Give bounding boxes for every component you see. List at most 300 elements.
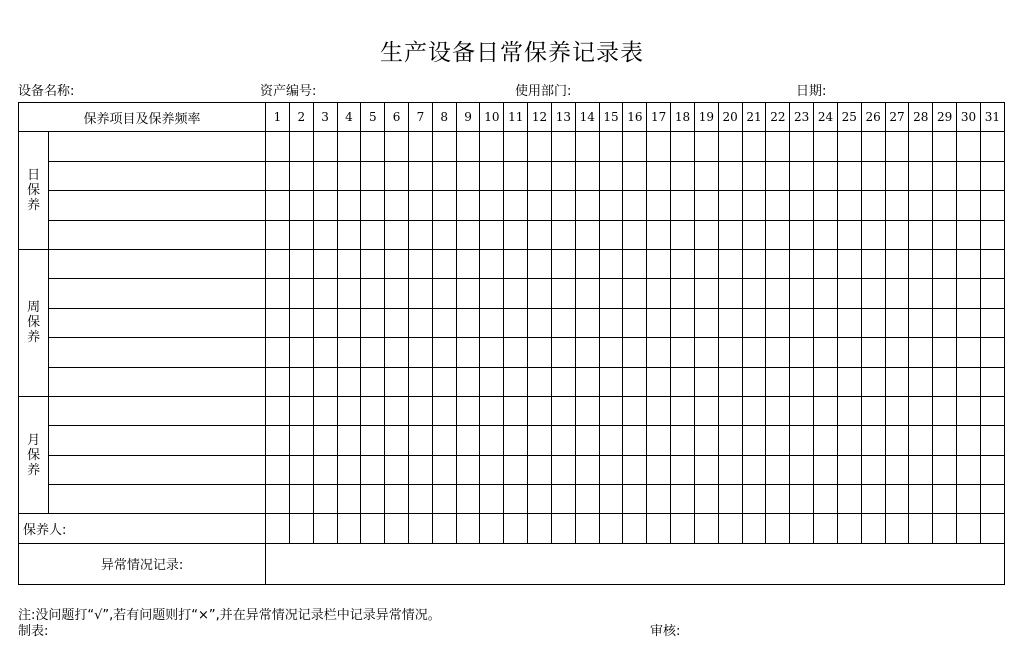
check-cell[interactable] — [432, 485, 456, 514]
signature-cell[interactable] — [337, 514, 361, 543]
check-cell[interactable] — [385, 132, 409, 161]
check-cell[interactable] — [647, 161, 671, 190]
check-cell[interactable] — [671, 455, 695, 484]
check-cell[interactable] — [623, 308, 647, 337]
check-cell[interactable] — [385, 308, 409, 337]
check-cell[interactable] — [504, 338, 528, 367]
check-cell[interactable] — [623, 367, 647, 396]
check-cell[interactable] — [337, 308, 361, 337]
check-cell[interactable] — [766, 308, 790, 337]
check-cell[interactable] — [480, 426, 504, 455]
item-cell[interactable] — [49, 191, 266, 220]
check-cell[interactable] — [671, 396, 695, 425]
check-cell[interactable] — [575, 249, 599, 278]
check-cell[interactable] — [528, 308, 552, 337]
check-cell[interactable] — [623, 279, 647, 308]
check-cell[interactable] — [814, 220, 838, 249]
check-cell[interactable] — [337, 279, 361, 308]
check-cell[interactable] — [456, 308, 480, 337]
check-cell[interactable] — [790, 426, 814, 455]
check-cell[interactable] — [551, 485, 575, 514]
check-cell[interactable] — [623, 220, 647, 249]
check-cell[interactable] — [623, 396, 647, 425]
check-cell[interactable] — [385, 220, 409, 249]
check-cell[interactable] — [647, 191, 671, 220]
check-cell[interactable] — [909, 367, 933, 396]
check-cell[interactable] — [861, 249, 885, 278]
check-cell[interactable] — [575, 367, 599, 396]
check-cell[interactable] — [623, 161, 647, 190]
check-cell[interactable] — [266, 132, 290, 161]
check-cell[interactable] — [432, 279, 456, 308]
check-cell[interactable] — [599, 191, 623, 220]
check-cell[interactable] — [861, 455, 885, 484]
check-cell[interactable] — [933, 338, 957, 367]
check-cell[interactable] — [385, 485, 409, 514]
check-cell[interactable] — [885, 367, 909, 396]
check-cell[interactable] — [409, 132, 433, 161]
check-cell[interactable] — [814, 249, 838, 278]
check-cell[interactable] — [575, 161, 599, 190]
check-cell[interactable] — [385, 367, 409, 396]
check-cell[interactable] — [718, 396, 742, 425]
signature-cell[interactable] — [885, 514, 909, 543]
check-cell[interactable] — [551, 396, 575, 425]
check-cell[interactable] — [504, 426, 528, 455]
check-cell[interactable] — [385, 249, 409, 278]
check-cell[interactable] — [742, 220, 766, 249]
check-cell[interactable] — [694, 132, 718, 161]
check-cell[interactable] — [694, 220, 718, 249]
check-cell[interactable] — [837, 367, 861, 396]
check-cell[interactable] — [504, 485, 528, 514]
check-cell[interactable] — [837, 191, 861, 220]
check-cell[interactable] — [957, 161, 981, 190]
check-cell[interactable] — [766, 132, 790, 161]
signature-cell[interactable] — [575, 514, 599, 543]
check-cell[interactable] — [837, 220, 861, 249]
check-cell[interactable] — [551, 426, 575, 455]
signature-cell[interactable] — [718, 514, 742, 543]
check-cell[interactable] — [504, 191, 528, 220]
check-cell[interactable] — [766, 396, 790, 425]
check-cell[interactable] — [861, 308, 885, 337]
check-cell[interactable] — [456, 191, 480, 220]
signature-cell[interactable] — [432, 514, 456, 543]
check-cell[interactable] — [528, 191, 552, 220]
check-cell[interactable] — [289, 279, 313, 308]
check-cell[interactable] — [861, 338, 885, 367]
check-cell[interactable] — [766, 426, 790, 455]
check-cell[interactable] — [694, 455, 718, 484]
check-cell[interactable] — [599, 367, 623, 396]
check-cell[interactable] — [266, 396, 290, 425]
check-cell[interactable] — [957, 367, 981, 396]
check-cell[interactable] — [837, 249, 861, 278]
check-cell[interactable] — [957, 279, 981, 308]
check-cell[interactable] — [551, 338, 575, 367]
check-cell[interactable] — [361, 338, 385, 367]
check-cell[interactable] — [957, 426, 981, 455]
check-cell[interactable] — [599, 249, 623, 278]
check-cell[interactable] — [456, 249, 480, 278]
check-cell[interactable] — [957, 338, 981, 367]
check-cell[interactable] — [885, 455, 909, 484]
check-cell[interactable] — [957, 455, 981, 484]
check-cell[interactable] — [456, 338, 480, 367]
check-cell[interactable] — [599, 426, 623, 455]
check-cell[interactable] — [671, 132, 695, 161]
check-cell[interactable] — [504, 396, 528, 425]
item-cell[interactable] — [49, 426, 266, 455]
check-cell[interactable] — [361, 455, 385, 484]
check-cell[interactable] — [623, 249, 647, 278]
check-cell[interactable] — [671, 249, 695, 278]
abnormal-record-field[interactable] — [266, 543, 1005, 584]
check-cell[interactable] — [909, 279, 933, 308]
check-cell[interactable] — [289, 161, 313, 190]
check-cell[interactable] — [814, 367, 838, 396]
check-cell[interactable] — [361, 132, 385, 161]
signature-cell[interactable] — [480, 514, 504, 543]
check-cell[interactable] — [480, 367, 504, 396]
check-cell[interactable] — [742, 191, 766, 220]
check-cell[interactable] — [957, 396, 981, 425]
check-cell[interactable] — [599, 132, 623, 161]
check-cell[interactable] — [885, 338, 909, 367]
signature-cell[interactable] — [409, 514, 433, 543]
check-cell[interactable] — [409, 279, 433, 308]
item-cell[interactable] — [49, 308, 266, 337]
signature-cell[interactable] — [933, 514, 957, 543]
check-cell[interactable] — [504, 249, 528, 278]
signature-cell[interactable] — [456, 514, 480, 543]
check-cell[interactable] — [861, 279, 885, 308]
check-cell[interactable] — [432, 455, 456, 484]
check-cell[interactable] — [289, 455, 313, 484]
item-cell[interactable] — [49, 455, 266, 484]
check-cell[interactable] — [671, 308, 695, 337]
check-cell[interactable] — [790, 485, 814, 514]
check-cell[interactable] — [790, 249, 814, 278]
check-cell[interactable] — [933, 485, 957, 514]
check-cell[interactable] — [909, 132, 933, 161]
check-cell[interactable] — [289, 426, 313, 455]
check-cell[interactable] — [885, 308, 909, 337]
check-cell[interactable] — [980, 308, 1004, 337]
check-cell[interactable] — [957, 220, 981, 249]
check-cell[interactable] — [718, 249, 742, 278]
signature-cell[interactable] — [671, 514, 695, 543]
check-cell[interactable] — [694, 485, 718, 514]
check-cell[interactable] — [885, 132, 909, 161]
check-cell[interactable] — [718, 455, 742, 484]
check-cell[interactable] — [933, 220, 957, 249]
check-cell[interactable] — [456, 455, 480, 484]
check-cell[interactable] — [814, 455, 838, 484]
check-cell[interactable] — [647, 338, 671, 367]
check-cell[interactable] — [980, 367, 1004, 396]
check-cell[interactable] — [409, 191, 433, 220]
check-cell[interactable] — [671, 220, 695, 249]
check-cell[interactable] — [528, 485, 552, 514]
check-cell[interactable] — [528, 338, 552, 367]
check-cell[interactable] — [266, 455, 290, 484]
check-cell[interactable] — [790, 220, 814, 249]
check-cell[interactable] — [313, 161, 337, 190]
check-cell[interactable] — [814, 426, 838, 455]
check-cell[interactable] — [718, 367, 742, 396]
check-cell[interactable] — [504, 279, 528, 308]
check-cell[interactable] — [718, 161, 742, 190]
check-cell[interactable] — [933, 249, 957, 278]
signature-cell[interactable] — [742, 514, 766, 543]
check-cell[interactable] — [480, 161, 504, 190]
check-cell[interactable] — [337, 485, 361, 514]
check-cell[interactable] — [671, 338, 695, 367]
check-cell[interactable] — [742, 132, 766, 161]
check-cell[interactable] — [266, 161, 290, 190]
check-cell[interactable] — [861, 426, 885, 455]
check-cell[interactable] — [885, 249, 909, 278]
check-cell[interactable] — [742, 161, 766, 190]
check-cell[interactable] — [432, 308, 456, 337]
check-cell[interactable] — [885, 396, 909, 425]
check-cell[interactable] — [694, 338, 718, 367]
check-cell[interactable] — [837, 279, 861, 308]
check-cell[interactable] — [909, 220, 933, 249]
check-cell[interactable] — [456, 132, 480, 161]
check-cell[interactable] — [980, 161, 1004, 190]
check-cell[interactable] — [289, 132, 313, 161]
check-cell[interactable] — [909, 249, 933, 278]
check-cell[interactable] — [551, 308, 575, 337]
check-cell[interactable] — [289, 191, 313, 220]
check-cell[interactable] — [718, 132, 742, 161]
check-cell[interactable] — [766, 161, 790, 190]
check-cell[interactable] — [933, 308, 957, 337]
check-cell[interactable] — [814, 132, 838, 161]
check-cell[interactable] — [337, 455, 361, 484]
check-cell[interactable] — [432, 249, 456, 278]
check-cell[interactable] — [957, 191, 981, 220]
item-cell[interactable] — [49, 485, 266, 514]
check-cell[interactable] — [528, 455, 552, 484]
signature-cell[interactable] — [694, 514, 718, 543]
check-cell[interactable] — [909, 308, 933, 337]
check-cell[interactable] — [575, 132, 599, 161]
check-cell[interactable] — [957, 485, 981, 514]
check-cell[interactable] — [599, 338, 623, 367]
check-cell[interactable] — [480, 220, 504, 249]
check-cell[interactable] — [837, 161, 861, 190]
check-cell[interactable] — [861, 132, 885, 161]
check-cell[interactable] — [599, 455, 623, 484]
check-cell[interactable] — [337, 220, 361, 249]
check-cell[interactable] — [456, 161, 480, 190]
check-cell[interactable] — [385, 426, 409, 455]
item-cell[interactable] — [49, 132, 266, 161]
check-cell[interactable] — [409, 249, 433, 278]
check-cell[interactable] — [718, 338, 742, 367]
check-cell[interactable] — [980, 485, 1004, 514]
check-cell[interactable] — [361, 426, 385, 455]
check-cell[interactable] — [361, 308, 385, 337]
check-cell[interactable] — [718, 426, 742, 455]
item-cell[interactable] — [49, 367, 266, 396]
check-cell[interactable] — [313, 455, 337, 484]
check-cell[interactable] — [266, 249, 290, 278]
check-cell[interactable] — [337, 249, 361, 278]
check-cell[interactable] — [671, 161, 695, 190]
check-cell[interactable] — [861, 191, 885, 220]
check-cell[interactable] — [647, 485, 671, 514]
check-cell[interactable] — [599, 308, 623, 337]
check-cell[interactable] — [575, 426, 599, 455]
check-cell[interactable] — [766, 220, 790, 249]
check-cell[interactable] — [313, 338, 337, 367]
check-cell[interactable] — [432, 367, 456, 396]
check-cell[interactable] — [909, 396, 933, 425]
check-cell[interactable] — [599, 161, 623, 190]
check-cell[interactable] — [266, 426, 290, 455]
check-cell[interactable] — [266, 338, 290, 367]
check-cell[interactable] — [575, 308, 599, 337]
check-cell[interactable] — [909, 161, 933, 190]
check-cell[interactable] — [409, 485, 433, 514]
signature-cell[interactable] — [790, 514, 814, 543]
check-cell[interactable] — [432, 161, 456, 190]
check-cell[interactable] — [289, 367, 313, 396]
check-cell[interactable] — [385, 279, 409, 308]
check-cell[interactable] — [337, 132, 361, 161]
check-cell[interactable] — [528, 132, 552, 161]
check-cell[interactable] — [742, 367, 766, 396]
check-cell[interactable] — [647, 220, 671, 249]
check-cell[interactable] — [694, 426, 718, 455]
check-cell[interactable] — [694, 279, 718, 308]
check-cell[interactable] — [885, 485, 909, 514]
signature-cell[interactable] — [504, 514, 528, 543]
signature-cell[interactable] — [909, 514, 933, 543]
check-cell[interactable] — [790, 279, 814, 308]
check-cell[interactable] — [480, 308, 504, 337]
check-cell[interactable] — [766, 249, 790, 278]
check-cell[interactable] — [385, 396, 409, 425]
check-cell[interactable] — [837, 132, 861, 161]
check-cell[interactable] — [480, 279, 504, 308]
check-cell[interactable] — [718, 485, 742, 514]
check-cell[interactable] — [671, 279, 695, 308]
check-cell[interactable] — [504, 132, 528, 161]
check-cell[interactable] — [718, 308, 742, 337]
check-cell[interactable] — [551, 367, 575, 396]
check-cell[interactable] — [551, 249, 575, 278]
check-cell[interactable] — [861, 367, 885, 396]
check-cell[interactable] — [313, 426, 337, 455]
check-cell[interactable] — [480, 485, 504, 514]
check-cell[interactable] — [790, 396, 814, 425]
check-cell[interactable] — [694, 367, 718, 396]
check-cell[interactable] — [266, 191, 290, 220]
signature-cell[interactable] — [766, 514, 790, 543]
check-cell[interactable] — [528, 396, 552, 425]
check-cell[interactable] — [409, 308, 433, 337]
check-cell[interactable] — [528, 426, 552, 455]
check-cell[interactable] — [313, 249, 337, 278]
check-cell[interactable] — [289, 308, 313, 337]
check-cell[interactable] — [337, 367, 361, 396]
check-cell[interactable] — [528, 161, 552, 190]
check-cell[interactable] — [289, 338, 313, 367]
check-cell[interactable] — [289, 396, 313, 425]
check-cell[interactable] — [647, 396, 671, 425]
signature-cell[interactable] — [289, 514, 313, 543]
check-cell[interactable] — [933, 455, 957, 484]
check-cell[interactable] — [790, 161, 814, 190]
check-cell[interactable] — [790, 132, 814, 161]
check-cell[interactable] — [480, 191, 504, 220]
check-cell[interactable] — [933, 426, 957, 455]
check-cell[interactable] — [266, 279, 290, 308]
check-cell[interactable] — [790, 338, 814, 367]
check-cell[interactable] — [361, 220, 385, 249]
check-cell[interactable] — [504, 161, 528, 190]
check-cell[interactable] — [361, 161, 385, 190]
check-cell[interactable] — [909, 191, 933, 220]
check-cell[interactable] — [671, 367, 695, 396]
check-cell[interactable] — [313, 308, 337, 337]
check-cell[interactable] — [933, 396, 957, 425]
check-cell[interactable] — [504, 455, 528, 484]
check-cell[interactable] — [313, 220, 337, 249]
check-cell[interactable] — [814, 308, 838, 337]
check-cell[interactable] — [337, 396, 361, 425]
check-cell[interactable] — [933, 132, 957, 161]
check-cell[interactable] — [980, 249, 1004, 278]
check-cell[interactable] — [837, 426, 861, 455]
signature-cell[interactable] — [957, 514, 981, 543]
check-cell[interactable] — [742, 485, 766, 514]
check-cell[interactable] — [289, 485, 313, 514]
check-cell[interactable] — [814, 338, 838, 367]
check-cell[interactable] — [289, 220, 313, 249]
check-cell[interactable] — [909, 455, 933, 484]
check-cell[interactable] — [933, 279, 957, 308]
check-cell[interactable] — [885, 191, 909, 220]
check-cell[interactable] — [599, 279, 623, 308]
check-cell[interactable] — [790, 191, 814, 220]
check-cell[interactable] — [694, 191, 718, 220]
check-cell[interactable] — [456, 220, 480, 249]
check-cell[interactable] — [957, 308, 981, 337]
check-cell[interactable] — [266, 367, 290, 396]
signature-cell[interactable] — [313, 514, 337, 543]
check-cell[interactable] — [742, 396, 766, 425]
check-cell[interactable] — [266, 485, 290, 514]
check-cell[interactable] — [337, 191, 361, 220]
check-cell[interactable] — [575, 485, 599, 514]
check-cell[interactable] — [694, 161, 718, 190]
check-cell[interactable] — [909, 426, 933, 455]
signature-cell[interactable] — [837, 514, 861, 543]
check-cell[interactable] — [980, 338, 1004, 367]
check-cell[interactable] — [837, 338, 861, 367]
check-cell[interactable] — [957, 132, 981, 161]
check-cell[interactable] — [528, 249, 552, 278]
check-cell[interactable] — [361, 191, 385, 220]
check-cell[interactable] — [361, 279, 385, 308]
